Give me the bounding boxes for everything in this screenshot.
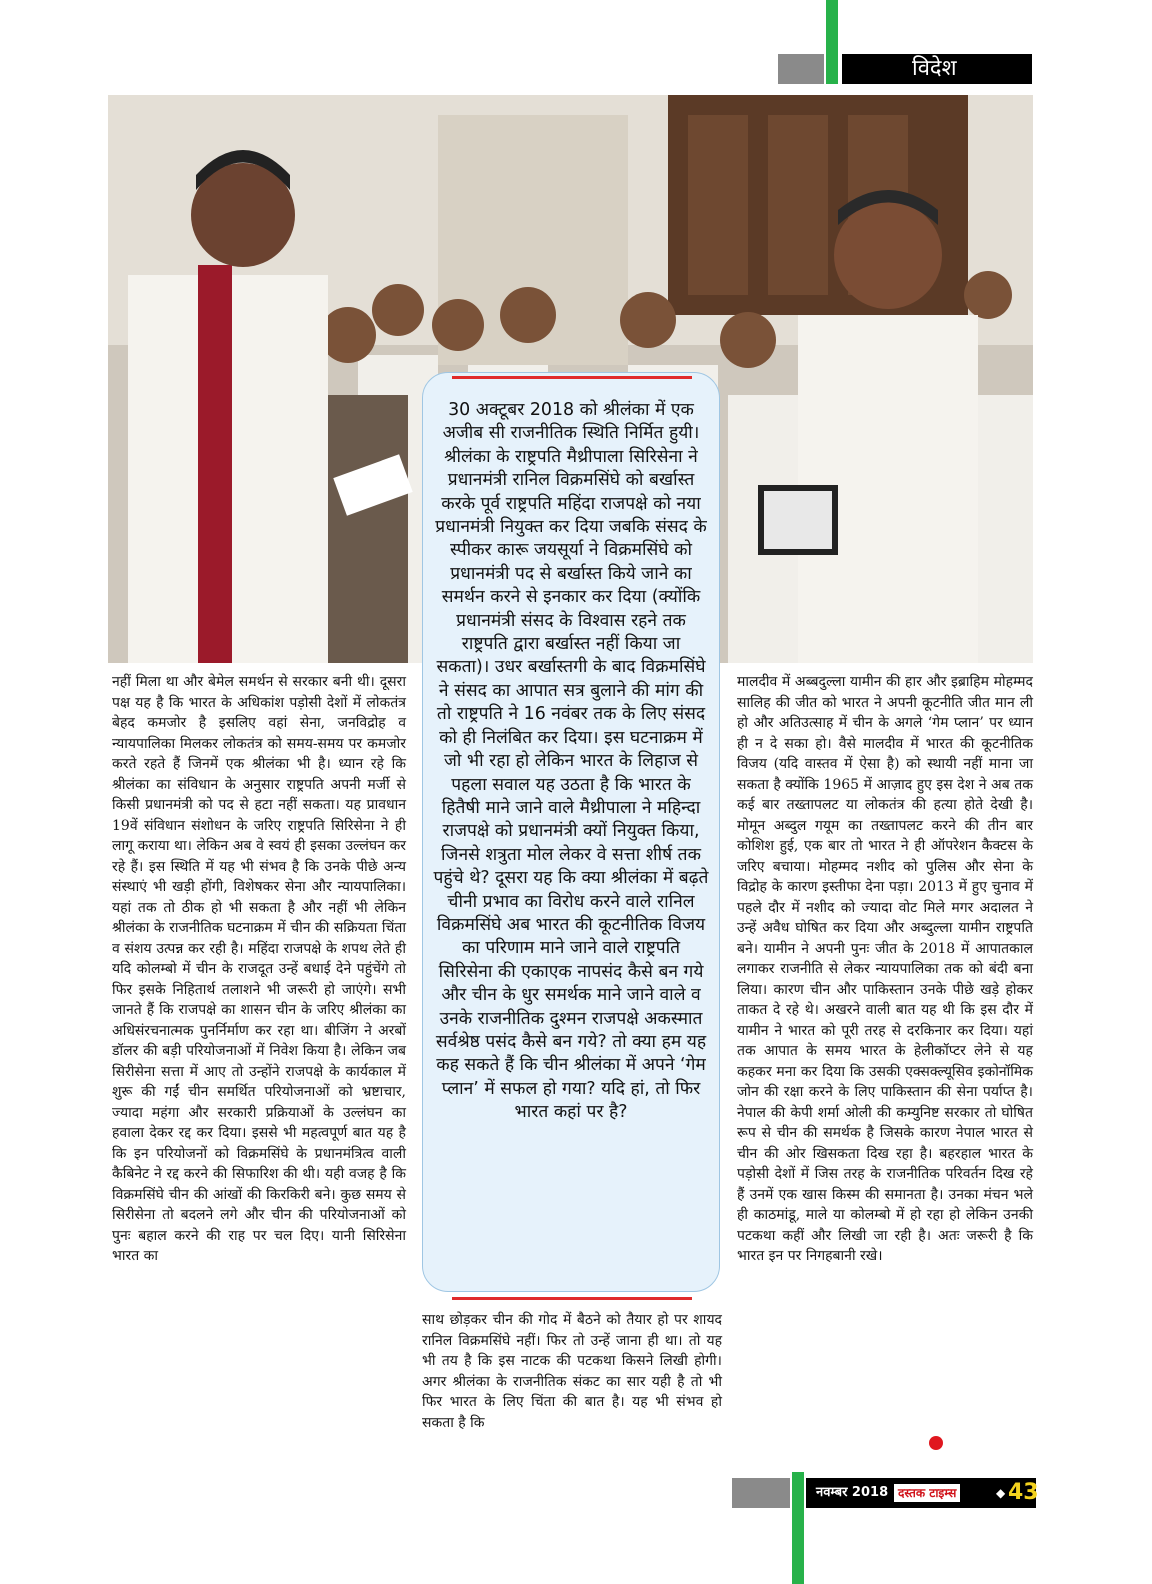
article-column-right: मालदीव में अब्बदुल्ला यामीन की हार और इब्राहिम मोहम्मद सालिह की जीत को भारत ने अपनी कूटनीति जीत मान ली हो और अतिउत्साह में चीन के अगले ‘गेम प्लान’ पर ध्यान ही न दे सका हो। वैसे मालदीव में भारत की कूटनीतिक विजय (यदि वास्तव में ऐसा है) को स्थायी नहीं माना जा सकता है क्योंकि 1965 में आज़ाद हुए इस देश ने अब तक कई बार तख्तापलट या लोकतंत्र की हत्या होते देखी है। मोमून अब्दुल गयूम का तख्तापलट करने की तीन बार कोशिश हुई, एक बार तो भारत ने ही ऑपरेशन कैक्टस के जरिए बचाया। मोहम्मद नशीद को पुलिस और सेना के विद्रोह के कारण इस्तीफा देना पड़ा। 2013 में हुए चुनाव में पहले दौर में नशीद को ज्यादा वोट मिले मगर अदालत ने उन्हें अवैध घोषित कर दिया और अब्दुल्ला यामीन राष्ट्रपति बने। यामीन ने अपनी पुनः जीत के 2018 में आपातकाल लगाकर राजनीति से लेकर न्यायपालिका तक को बंदी बना लिया। कारण चीन और पाकिस्तान उनके पीछे खड़े होकर ताकत दे रहे थे। अखरने वाली बात यह थी कि इस दौर में यामीन ने भारत को पूरी तरह से दरकिनार कर दिया। यहां तक आपात के समय भारत के हेलीकॉप्टर लेने से यह कहकर मना कर दिया कि उसकी एक्सक्ल्यूसिव इकोनॉमिक जोन की रक्षा करने के लिए पाकिस्तान की सेना पर्याप्त है। नेपाल की केपी शर्मा ओली की कम्युनिष्ट सरकार तो घोषित रूप से चीन की समर्थक है जिसके कारण नेपाल भारत से चीन की ओर खिसकता दिख रहा है। बहरहाल भारत के पड़ोसी देशों में जिस तरह के राजनीतिक परिवर्तन दिख रहे हैं उनमें एक खास किस्म की समानता है। उनका मंचन भले ही काठमांडू, माले या कोलम्बो में हो रहा हो लेकिन उनकी पटकथा कहीं और लिखी जा रही है। अतः जरूरी है कि भारत इन पर निगहबानी रखे। (737, 674, 1033, 1264)
end-mark-icon (929, 1436, 943, 1450)
article-column-left: नहीं मिला था और बेमेल समर्थन से सरकार बनी थी। दूसरा पक्ष यह है कि भारत के अधिकांश पड़ोसी देशों में लोकतंत्र बेहद कमजोर है इसलिए वहां सेना, जनविद्रोह व न्यायपालिका मिलकर लोकतंत्र को समय-समय पर कमजोर करते रहते हैं जिनमें एक श्रीलंका भी है। ध्यान रहे कि श्रीलंका का संविधान के अनुसार राष्ट्रपति अपनी मर्जी से किसी प्रधानमंत्री को पद से हटा नहीं सकता। यह प्रावधान 19वें संविधान संशोधन के जरिए राष्ट्रपति सिरिसेना ने ही लागू कराया था। लेकिन अब वे स्वयं ही इसका उल्लंघन कर रहे हैं। इस स्थिति में यह भी संभव है कि उनके पीछे अन्य संस्थाएं भी खड़ी होंगी, विशेषकर सेना और न्यायपालिका। यहां तक तो ठीक हो भी सकता है और नहीं भी लेकिन श्रीलंका के राजनीतिक घटनाक्रम में चीन की सक्रियता चिंता व संशय उत्पन्न कर रही है। महिंदा राजपक्षे के शपथ लेते ही यदि कोलम्बो में चीन के राजदूत उन्हें बधाई देने पहुंचेंगे तो फिर इसके निहितार्थ तलाशने भी जरूरी हो जाएंगे। सभी जानते हैं कि राजपक्षे का शासन चीन के जरिए श्रीलंका का अधिसंरचनात्मक पुनर्निर्माण कर रहा था। बीजिंग ने अरबों डॉलर की बड़ी परियोजनाओं में निवेश किया है। लेकिन जब सिरीसेना सत्ता में आए तो उन्होंने राजपक्षे के कार्यकाल में शुरू की गईं चीन समर्थित परियोजनाओं को भ्रष्टाचार, ज्यादा महंगा और सरकारी प्रक्रियाओं के उल्लंघन का हवाला देकर रद्द कर दिया। इससे भी महत्वपूर्ण बात यह है कि इन परियोजनों को विक्रमसिंघे के प्रधानमंत्रित्व वाली कैबिनेट ने रद्द करने की सिफारिश की थी। यही वजह है कि विक्रमसिंघे चीन की आंखों की किरकिरी बने। कुछ समय से सिरीसेना तो बदलने लगे और चीन की परियोजनाओं को पुनः बहाल करने की राह पर चल दिए। यानी सिरिसेना भारत का (112, 674, 406, 1264)
issue-date: नवम्बर 2018 (816, 1485, 889, 1500)
pull-quote-top-rule (452, 376, 692, 379)
header-grey-block (778, 54, 824, 84)
magazine-logo: दस्तक टाइम्स (894, 1484, 960, 1502)
footer-green-bar (792, 1472, 804, 1584)
article-column-middle: साथ छोड़कर चीन की गोद में बैठने को तैयार हो पर शायद रानिल विक्रमसिंघे नहीं। फिर तो उन्हें जाना ही था। तो यह भी तय है कि इस नाटक की पटकथा किसने लिखी होगी। अगर श्रीलंका के राजनीतिक संकट का सार यही है तो भी फिर भारत के लिए चिंता की बात है। यह भी संभव हो सकता है कि (422, 1312, 722, 1431)
footer-band (806, 1478, 1039, 1508)
pull-quote-bottom-rule (452, 1297, 692, 1300)
section-title: विदेश (842, 54, 1032, 84)
pull-quote: 30 अक्टूबर 2018 को श्रीलंका में एक अजीब सी राजनीतिक स्थिति निर्मित हुयी। श्रीलंका के राष्ट्रपति मैथ्रीपाला सिरिसेना ने प्रधानमंत्री रानिल विक्रमसिंघे को बर्खास्त करके पूर्व राष्ट्रपति महिंदा राजपक्षे को नया प्रधानमंत्री नियुक्त कर दिया जबकि संसद के स्पीकर कारू जयसूर्या ने विक्रमसिंघे को प्रधानमंत्री पद से बर्खास्त किये जाने का समर्थन करने से इनकार कर दिया (क्योंकि प्रधानमंत्री संसद के विश्वास रहने तक राष्ट्रपति द्वारा बर्खास्त नहीं किया जा सकता)। उधर बर्खास्तगी के बाद विक्रमसिंघे ने संसद का आपात सत्र बुलाने की मांग की तो राष्ट्रपति ने 16 नवंबर तक के लिए संसद को ही निलंबित कर दिया। इस घटनाक्रम में जो भी रहा हो लेकिन भारत के लिहाज से पहला सवाल यह उठता है कि भारत के हितैषी माने जाने वाले मैथ्रीपाला ने महिन्दा राजपक्षे को प्रधानमंत्री क्यों नियुक्त किया, जिनसे शत्रुता मोल लेकर वे सत्ता शीर्ष तक पहुंचे थे? दूसरा यह कि क्या श्रीलंका में बढ़ते चीनी प्रभाव का विरोध करने वाले रानिल विक्रमसिंघे अब भारत की कूटनीतिक विजय का परिणाम माने जाने वाले राष्ट्रपति सिरिसेना की एकाएक नापसंद कैसे बन गये और चीन के धुर समर्थक माने जाने वाले व उनके राजनीतिक दुश्मन राजपक्षे अकस्मात सर्वश्रेष्ठ पसंद कैसे बन गये? तो क्या हम यह कह सकते हैं कि चीन श्रीलंका में अपने ‘गेम प्लान’ में सफल हो गया? यदि हां, तो फिर भारत कहां पर है? (422, 372, 720, 1292)
page-number: 43 (1008, 1480, 1039, 1505)
footer-grey-block (732, 1478, 790, 1508)
header-green-bar (826, 0, 838, 84)
diamond-icon: ◆ (996, 1486, 1006, 1500)
